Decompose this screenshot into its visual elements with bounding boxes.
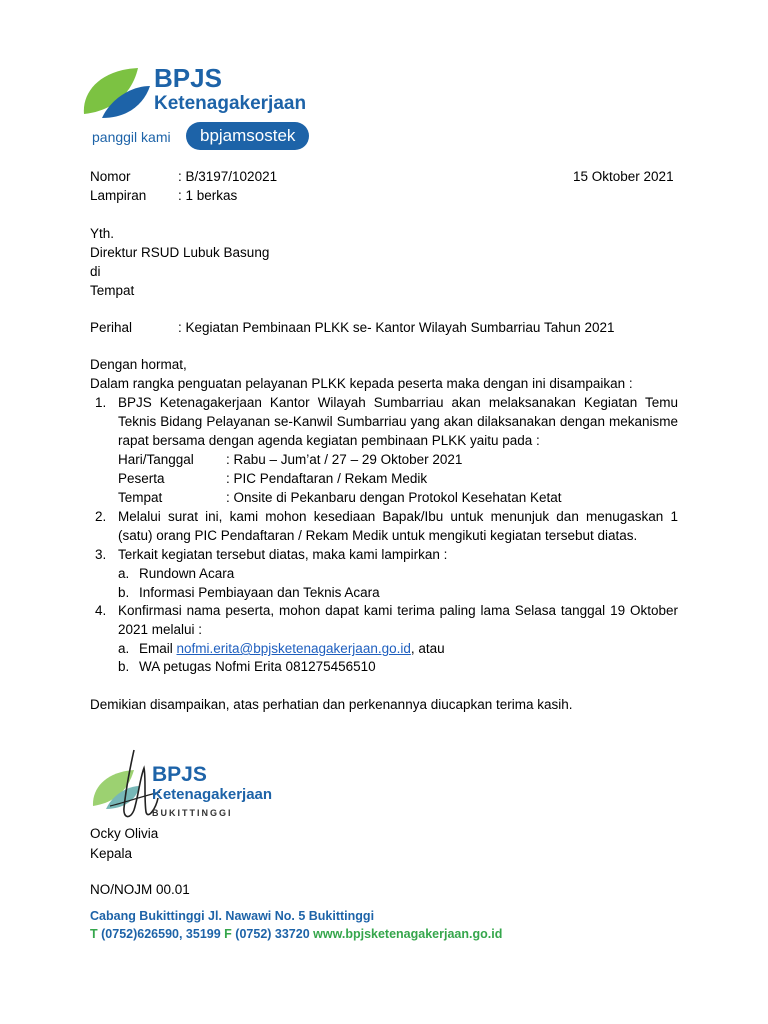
item-number: 4. bbox=[95, 603, 107, 618]
sub-marker: b. bbox=[118, 659, 130, 674]
phone-value: (0752)626590, 35199 bbox=[101, 927, 221, 941]
sub-marker: a. bbox=[118, 641, 130, 656]
detail-value: : Onsite di Pekanbaru dengan Protokol Kesehatan Ketat bbox=[226, 490, 562, 505]
stamp-branch: BUKITTINGGI bbox=[152, 808, 233, 818]
fax-value: (0752) 33720 bbox=[235, 927, 310, 941]
recipient-line: Tempat bbox=[90, 283, 135, 298]
closing-text: Demikian disampaikan, atas perhatian dan perkenannya diucapkan terima kasih. bbox=[90, 697, 573, 712]
detail-value: : PIC Pendaftaran / Rekam Medik bbox=[226, 471, 428, 486]
intro-text: Dalam rangka penguatan pelayanan PLKK kepada peserta maka dengan ini disampaikan : bbox=[90, 376, 633, 391]
lampiran-label: Lampiran bbox=[90, 188, 147, 203]
email-link[interactable]: nofmi.erita@bpjsketenagakerjaan.go.id bbox=[176, 641, 411, 656]
detail-label: Hari/Tanggal bbox=[118, 452, 194, 467]
item-number: 2. bbox=[95, 509, 107, 524]
item1-text: BPJS Ketenagakerjaan Kantor Wilayah Sumbarriau akan melaksanakan Kegiatan Temu Teknis Bidang Pelayanan se-Kanwil Sumbarriau yang akan dilaksanakan dengan mekanisme rapat bersama dengan agenda kegiatan pembinaan PLKK yaitu pada : bbox=[118, 395, 678, 448]
item2-text: Melalui surat ini, kami mohon kesediaan Bapak/Ibu untuk menunjuk dan menugaskan 1 (satu) orang PIC Pendaftaran / Rekam Medik untuk mengikuti kegiatan tersebut diatas. bbox=[118, 509, 678, 543]
item-number: 1. bbox=[95, 395, 107, 410]
logo-name: BPJS bbox=[154, 63, 222, 93]
item-number: 3. bbox=[95, 547, 107, 562]
email-suffix: , atau bbox=[410, 641, 445, 656]
detail-label: Peserta bbox=[118, 471, 165, 486]
signature-stamp bbox=[88, 748, 288, 826]
bpjs-logo bbox=[80, 62, 340, 152]
detail-value: : Rabu – Jum’at / 27 – 29 Oktober 2021 bbox=[226, 452, 463, 467]
perihal-label: Perihal bbox=[90, 320, 133, 335]
footer-address: Cabang Bukittinggi Jl. Nawawi No. 5 Bukittinggi bbox=[90, 909, 375, 923]
detail-label: Tempat bbox=[118, 490, 163, 505]
recipient-line: Yth. bbox=[90, 226, 115, 241]
sub-marker: b. bbox=[118, 585, 130, 600]
logo-tagline: panggil kami bbox=[92, 129, 171, 145]
sub-marker: a. bbox=[118, 566, 130, 581]
stamp-name: BPJS bbox=[152, 763, 207, 786]
reference-code: NO/NOJM 00.01 bbox=[90, 882, 190, 897]
sub-text: Informasi Pembiayaan dan Teknis Acara bbox=[139, 585, 380, 600]
stamp-subtitle: Ketenagakerjaan bbox=[152, 786, 273, 803]
lampiran-value: : 1 berkas bbox=[178, 188, 238, 203]
recipient-line: di bbox=[90, 264, 101, 279]
logo-pill: bpjamsostek bbox=[186, 122, 309, 150]
nomor-value: : B/3197/102021 bbox=[178, 169, 278, 184]
footer-contacts bbox=[90, 927, 502, 941]
email-line bbox=[139, 639, 445, 658]
sub-text: Rundown Acara bbox=[139, 566, 235, 581]
leaf-logo-icon bbox=[80, 64, 152, 120]
perihal-value: : Kegiatan Pembinaan PLKK se- Kantor Wilayah Sumbarriau Tahun 2021 bbox=[178, 320, 615, 335]
recipient-line: Direktur RSUD Lubuk Basung bbox=[90, 245, 270, 260]
signatory-title: Kepala bbox=[90, 846, 133, 861]
phone-label: T bbox=[90, 927, 98, 941]
item4-text: Konfirmasi nama peserta, mohon dapat kami terima paling lama Selasa tanggal 19 Oktober 2021 melalui : bbox=[118, 603, 678, 637]
item3-text: Terkait kegiatan tersebut diatas, maka kami lampirkan : bbox=[118, 547, 448, 562]
letter-date: 15 Oktober 2021 bbox=[573, 169, 674, 184]
email-prefix: Email bbox=[139, 641, 177, 656]
fax-label: F bbox=[224, 927, 232, 941]
wa-contact: WA petugas Nofmi Erita 081275456510 bbox=[139, 659, 376, 674]
logo-subtitle: Ketenagakerjaan bbox=[154, 93, 307, 114]
nomor-label: Nomor bbox=[90, 169, 131, 184]
signatory-name: Ocky Olivia bbox=[90, 826, 159, 841]
website-link[interactable]: www.bpjsketenagakerjaan.go.id bbox=[313, 927, 503, 941]
greeting: Dengan hormat, bbox=[90, 357, 187, 372]
